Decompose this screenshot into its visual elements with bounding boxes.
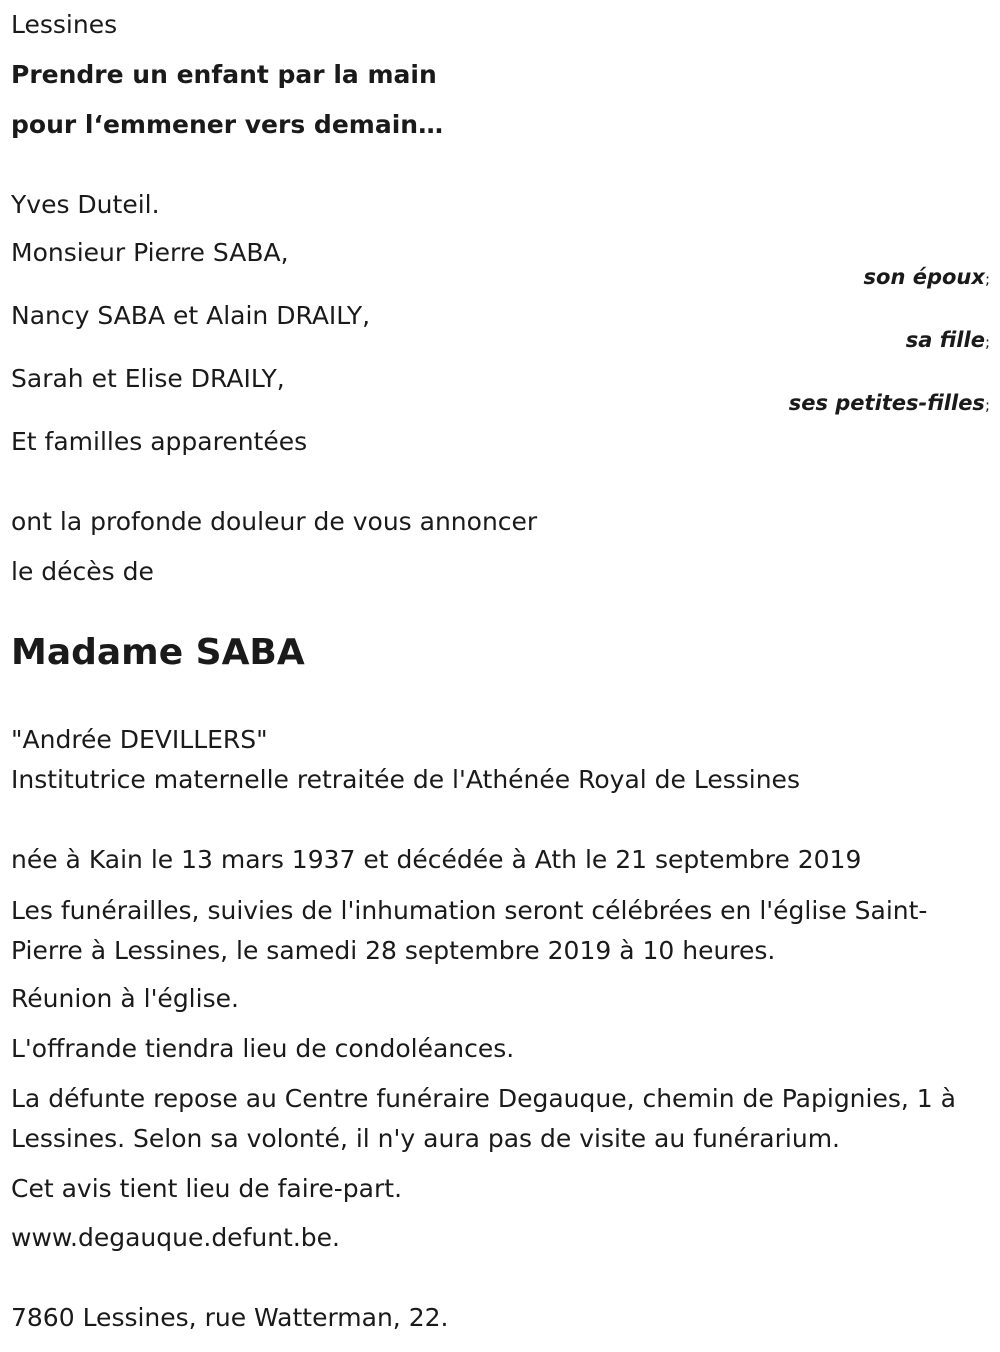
quote-line-2: pour l‘emmener vers demain…	[11, 110, 444, 139]
family-extra: Et familles apparentées	[11, 427, 308, 456]
quote-line-1: Prendre un enfant par la main	[11, 60, 437, 89]
address: 7860 Lessines, rue Watterman, 22.	[11, 1303, 449, 1332]
city-heading: Lessines	[11, 10, 118, 39]
family-member-name: Monsieur Pierre SABA,	[11, 238, 289, 267]
website-link[interactable]: www.degauque.defunt.be.	[11, 1223, 341, 1252]
family-member-relation: ses petites-filles;	[788, 391, 990, 415]
deceased-name: Madame SABA	[11, 632, 305, 673]
family-member-name: Sarah et Elise DRAILY,	[11, 364, 285, 393]
maiden-name: "Andrée DEVILLERS"	[11, 725, 268, 754]
family-member-relation: son époux;	[863, 265, 990, 289]
quote-author: Yves Duteil.	[11, 190, 160, 219]
rest-info: La défunte repose au Centre funéraire Degauque, chemin de Papignies, 1 à Lessines. Selon sa volonté, il n'y aura pas de visite au funérarium.	[11, 1084, 956, 1153]
announcement-line-2: le décès de	[11, 557, 154, 586]
notice-info: Cet avis tient lieu de faire-part.	[11, 1174, 403, 1203]
family-member-name: Nancy SABA et Alain DRAILY,	[11, 301, 371, 330]
birth-death-dates: née à Kain le 13 mars 1937 et décédée à Ath le 21 septembre 2019	[11, 845, 862, 874]
announcement-line-1: ont la profonde douleur de vous annoncer	[11, 507, 538, 536]
offering-info: L'offrande tiendra lieu de condoléances.	[11, 1034, 515, 1063]
occupation: Institutrice maternelle retraitée de l'Athénée Royal de Lessines	[11, 765, 800, 794]
funeral-info: Les funérailles, suivies de l'inhumation seront célébrées en l'église Saint-Pierre à Lessines, le samedi 28 septembre 2019 à 10 heures.	[11, 896, 928, 965]
family-member-relation: sa fille;	[905, 328, 990, 352]
meeting-info: Réunion à l'église.	[11, 984, 239, 1013]
